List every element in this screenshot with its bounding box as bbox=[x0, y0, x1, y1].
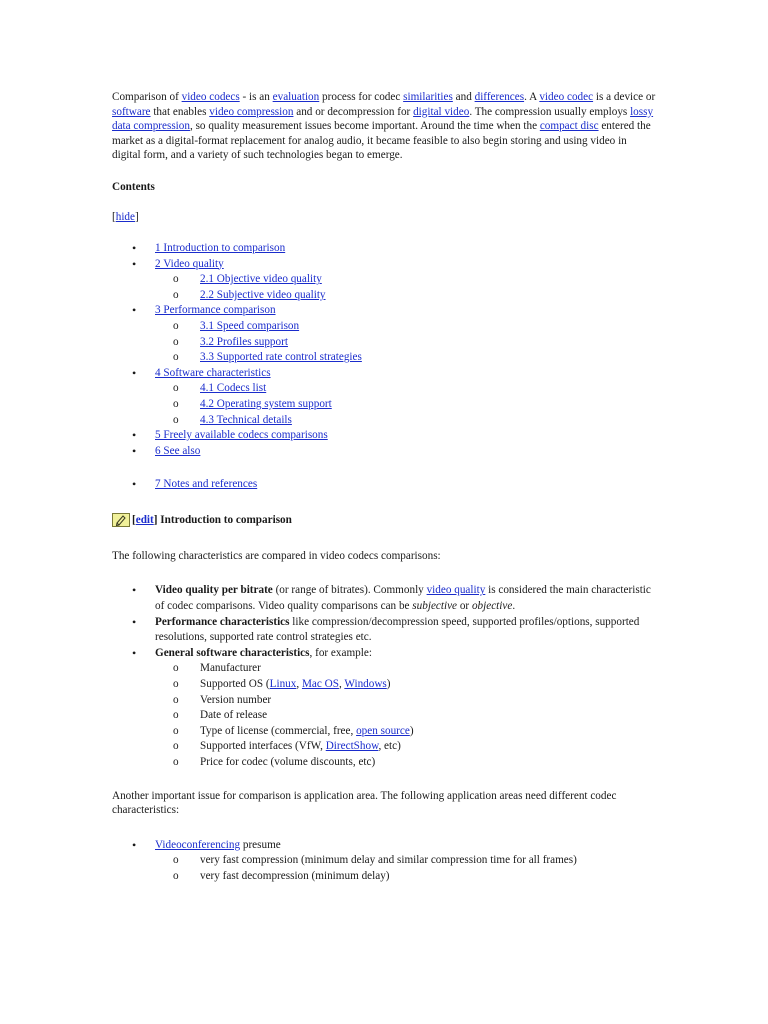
link-video-quality[interactable]: video quality bbox=[426, 584, 486, 597]
item-text: is considered the main characteristic of codec comparisons. Video quality comparisons can be bbox=[155, 584, 651, 613]
toc-subitem bbox=[155, 413, 657, 429]
item-text: , bbox=[338, 678, 345, 691]
application-area-paragraph: Another important issue for comparison is application area. The following application areas need different codec characteristics: bbox=[112, 789, 617, 817]
toc-sublist bbox=[155, 272, 657, 303]
application-areas-list bbox=[112, 838, 657, 885]
toc-link-3-3[interactable]: 3.3 Supported rate control strategies bbox=[200, 351, 362, 364]
toc-item bbox=[112, 366, 657, 428]
toc-subitem bbox=[155, 350, 657, 366]
software-characteristics-sublist bbox=[155, 661, 657, 770]
intro-text: , so quality measurement issues become important. Around the time when the bbox=[189, 120, 540, 133]
article-body bbox=[112, 90, 657, 885]
italic-term: objective bbox=[471, 600, 513, 613]
list-subitem bbox=[155, 853, 657, 869]
item-text: . bbox=[512, 600, 516, 613]
intro-text: is a device or bbox=[593, 91, 656, 103]
list-subitem bbox=[155, 708, 657, 724]
toc-link-4[interactable]: 4 Software characteristics bbox=[155, 366, 271, 379]
item-text: , etc) bbox=[378, 740, 401, 753]
toc-item bbox=[112, 477, 657, 493]
toc-sublist bbox=[155, 319, 657, 366]
italic-term: subjective bbox=[412, 600, 458, 613]
bold-term: General software characteristics bbox=[155, 646, 310, 659]
item-text: , for example: bbox=[309, 646, 372, 659]
toc-subitem bbox=[155, 335, 657, 351]
link-lossy-data-compression[interactable]: lossy data compression bbox=[112, 105, 654, 133]
list-subitem bbox=[155, 755, 657, 771]
bracket: [ bbox=[112, 210, 116, 223]
link-compact-disc[interactable]: compact disc bbox=[539, 120, 599, 133]
item-text: Version number bbox=[200, 693, 272, 706]
intro-paragraph bbox=[112, 90, 657, 163]
item-text: presume bbox=[240, 838, 281, 851]
item-text: like compression/decompression speed, supported profiles/options, supported resolutions, supported rate control strategies etc. bbox=[155, 615, 640, 644]
toc-item bbox=[112, 444, 657, 460]
toc-link-3-2[interactable]: 3.2 Profiles support bbox=[200, 335, 288, 348]
intro-text: and bbox=[452, 91, 475, 103]
item-text: , bbox=[296, 678, 302, 691]
toc-link-4-2[interactable]: 4.2 Operating system support bbox=[200, 397, 332, 410]
toc-item bbox=[112, 303, 657, 365]
bracket: ] bbox=[135, 210, 139, 223]
item-text: Date of release bbox=[200, 709, 268, 722]
item-text: Type of license (commercial, free, bbox=[200, 724, 357, 737]
toc-subitem bbox=[155, 319, 657, 335]
list-subitem bbox=[155, 724, 657, 740]
intro-text: and or decompression for bbox=[293, 105, 414, 118]
list-item bbox=[112, 615, 657, 646]
intro-text: - is an bbox=[239, 91, 273, 103]
item-text: ) bbox=[386, 678, 391, 691]
table-of-contents bbox=[112, 241, 657, 493]
contents-title: Contents bbox=[112, 180, 155, 193]
toc-subitem bbox=[155, 288, 657, 304]
toc-item bbox=[112, 257, 657, 304]
link-videoconferencing[interactable]: Videoconferencing bbox=[155, 838, 241, 851]
item-text: Price for codec (volume discounts, etc) bbox=[200, 756, 376, 768]
section-title: Introduction to comparison bbox=[157, 513, 292, 526]
toc-link-3-1[interactable]: 3.1 Speed comparison bbox=[200, 319, 300, 332]
toc-link-1[interactable]: 1 Introduction to comparison bbox=[155, 241, 286, 254]
toc-item bbox=[112, 241, 657, 257]
intro-text: that enables bbox=[150, 105, 210, 118]
item-text: (or range of bitrates). Commonly bbox=[272, 584, 427, 597]
toc-subitem bbox=[155, 381, 657, 397]
link-video-codec[interactable]: video codec bbox=[539, 91, 594, 103]
link-evaluation[interactable]: evaluation bbox=[272, 91, 320, 103]
intro-text: Comparison of bbox=[112, 91, 182, 103]
toc-toggle bbox=[112, 211, 657, 223]
pencil-icon bbox=[112, 513, 130, 527]
videoconferencing-sublist bbox=[155, 853, 657, 884]
link-digital-video[interactable]: digital video bbox=[413, 105, 470, 118]
toc-link-3[interactable]: 3 Performance comparison bbox=[155, 304, 276, 317]
intro-text: entered the market as a digital-format replacement for analog audio, it became feasible to also begin storing and using video in digital form, and a variety of such technologies began to emerge. bbox=[112, 120, 651, 162]
characteristics-list bbox=[112, 583, 657, 770]
link-video-compression[interactable]: video compression bbox=[209, 105, 294, 118]
item-text: very fast compression (minimum delay and similar compression time for all frames) bbox=[200, 854, 577, 867]
bracket: ] bbox=[153, 513, 158, 526]
item-text: very fast decompression (minimum delay) bbox=[200, 869, 390, 882]
item-text: Supported OS ( bbox=[200, 678, 270, 691]
toc-item bbox=[112, 428, 657, 444]
link-windows[interactable]: Windows bbox=[344, 678, 387, 691]
item-text: Manufacturer bbox=[200, 662, 261, 675]
bold-term: Video quality per bitrate bbox=[155, 584, 273, 597]
section-heading bbox=[112, 511, 657, 529]
toc-subitem bbox=[155, 397, 657, 413]
list-item bbox=[112, 646, 657, 771]
list-subitem bbox=[155, 869, 657, 885]
list-item bbox=[112, 838, 657, 885]
list-subitem bbox=[155, 693, 657, 709]
toc-link-2-1[interactable]: 2.1 Objective video quality bbox=[200, 273, 322, 286]
hide-toc-link[interactable]: hide bbox=[115, 210, 135, 223]
edit-section-link[interactable]: edit bbox=[135, 513, 154, 526]
toc-link-4-1[interactable]: 4.1 Codecs list bbox=[200, 382, 267, 395]
toc-link-5[interactable]: 5 Freely available codecs comparisons bbox=[155, 429, 328, 442]
toc-link-7[interactable]: 7 Notes and references bbox=[155, 478, 258, 491]
section-lead: The following characteristics are compared in video codecs comparisons: bbox=[112, 549, 441, 562]
toc-link-6[interactable]: 6 See also bbox=[155, 444, 201, 457]
bold-term: Performance characteristics bbox=[155, 615, 290, 628]
intro-text: . A bbox=[524, 91, 540, 103]
item-text: ) bbox=[409, 724, 414, 737]
toc-sublist bbox=[155, 381, 657, 428]
link-software[interactable]: software bbox=[112, 105, 151, 118]
toc-link-4-3[interactable]: 4.3 Technical details bbox=[200, 413, 292, 426]
link-mac-os[interactable]: Mac OS bbox=[301, 678, 339, 691]
link-linux[interactable]: Linux bbox=[269, 678, 297, 691]
item-text: or bbox=[457, 600, 472, 613]
intro-text: . The compression usually employs bbox=[469, 105, 631, 118]
link-open-source[interactable]: open source bbox=[356, 724, 410, 737]
item-text: Supported interfaces (VfW, bbox=[200, 740, 326, 753]
list-subitem bbox=[155, 661, 657, 677]
bracket: [ bbox=[132, 513, 136, 526]
toc-link-2-2[interactable]: 2.2 Subjective video quality bbox=[200, 288, 326, 301]
toc-subitem bbox=[155, 272, 657, 288]
link-differences[interactable]: differences bbox=[474, 91, 525, 103]
intro-text: process for codec bbox=[319, 91, 404, 103]
list-subitem bbox=[155, 677, 657, 693]
list-item bbox=[112, 583, 657, 614]
toc-link-2[interactable]: 2 Video quality bbox=[155, 257, 224, 270]
link-directshow[interactable]: DirectShow bbox=[325, 740, 379, 753]
link-similarities[interactable]: similarities bbox=[403, 91, 453, 103]
list-subitem bbox=[155, 739, 657, 755]
link-video-codecs[interactable]: video codecs bbox=[181, 91, 240, 103]
